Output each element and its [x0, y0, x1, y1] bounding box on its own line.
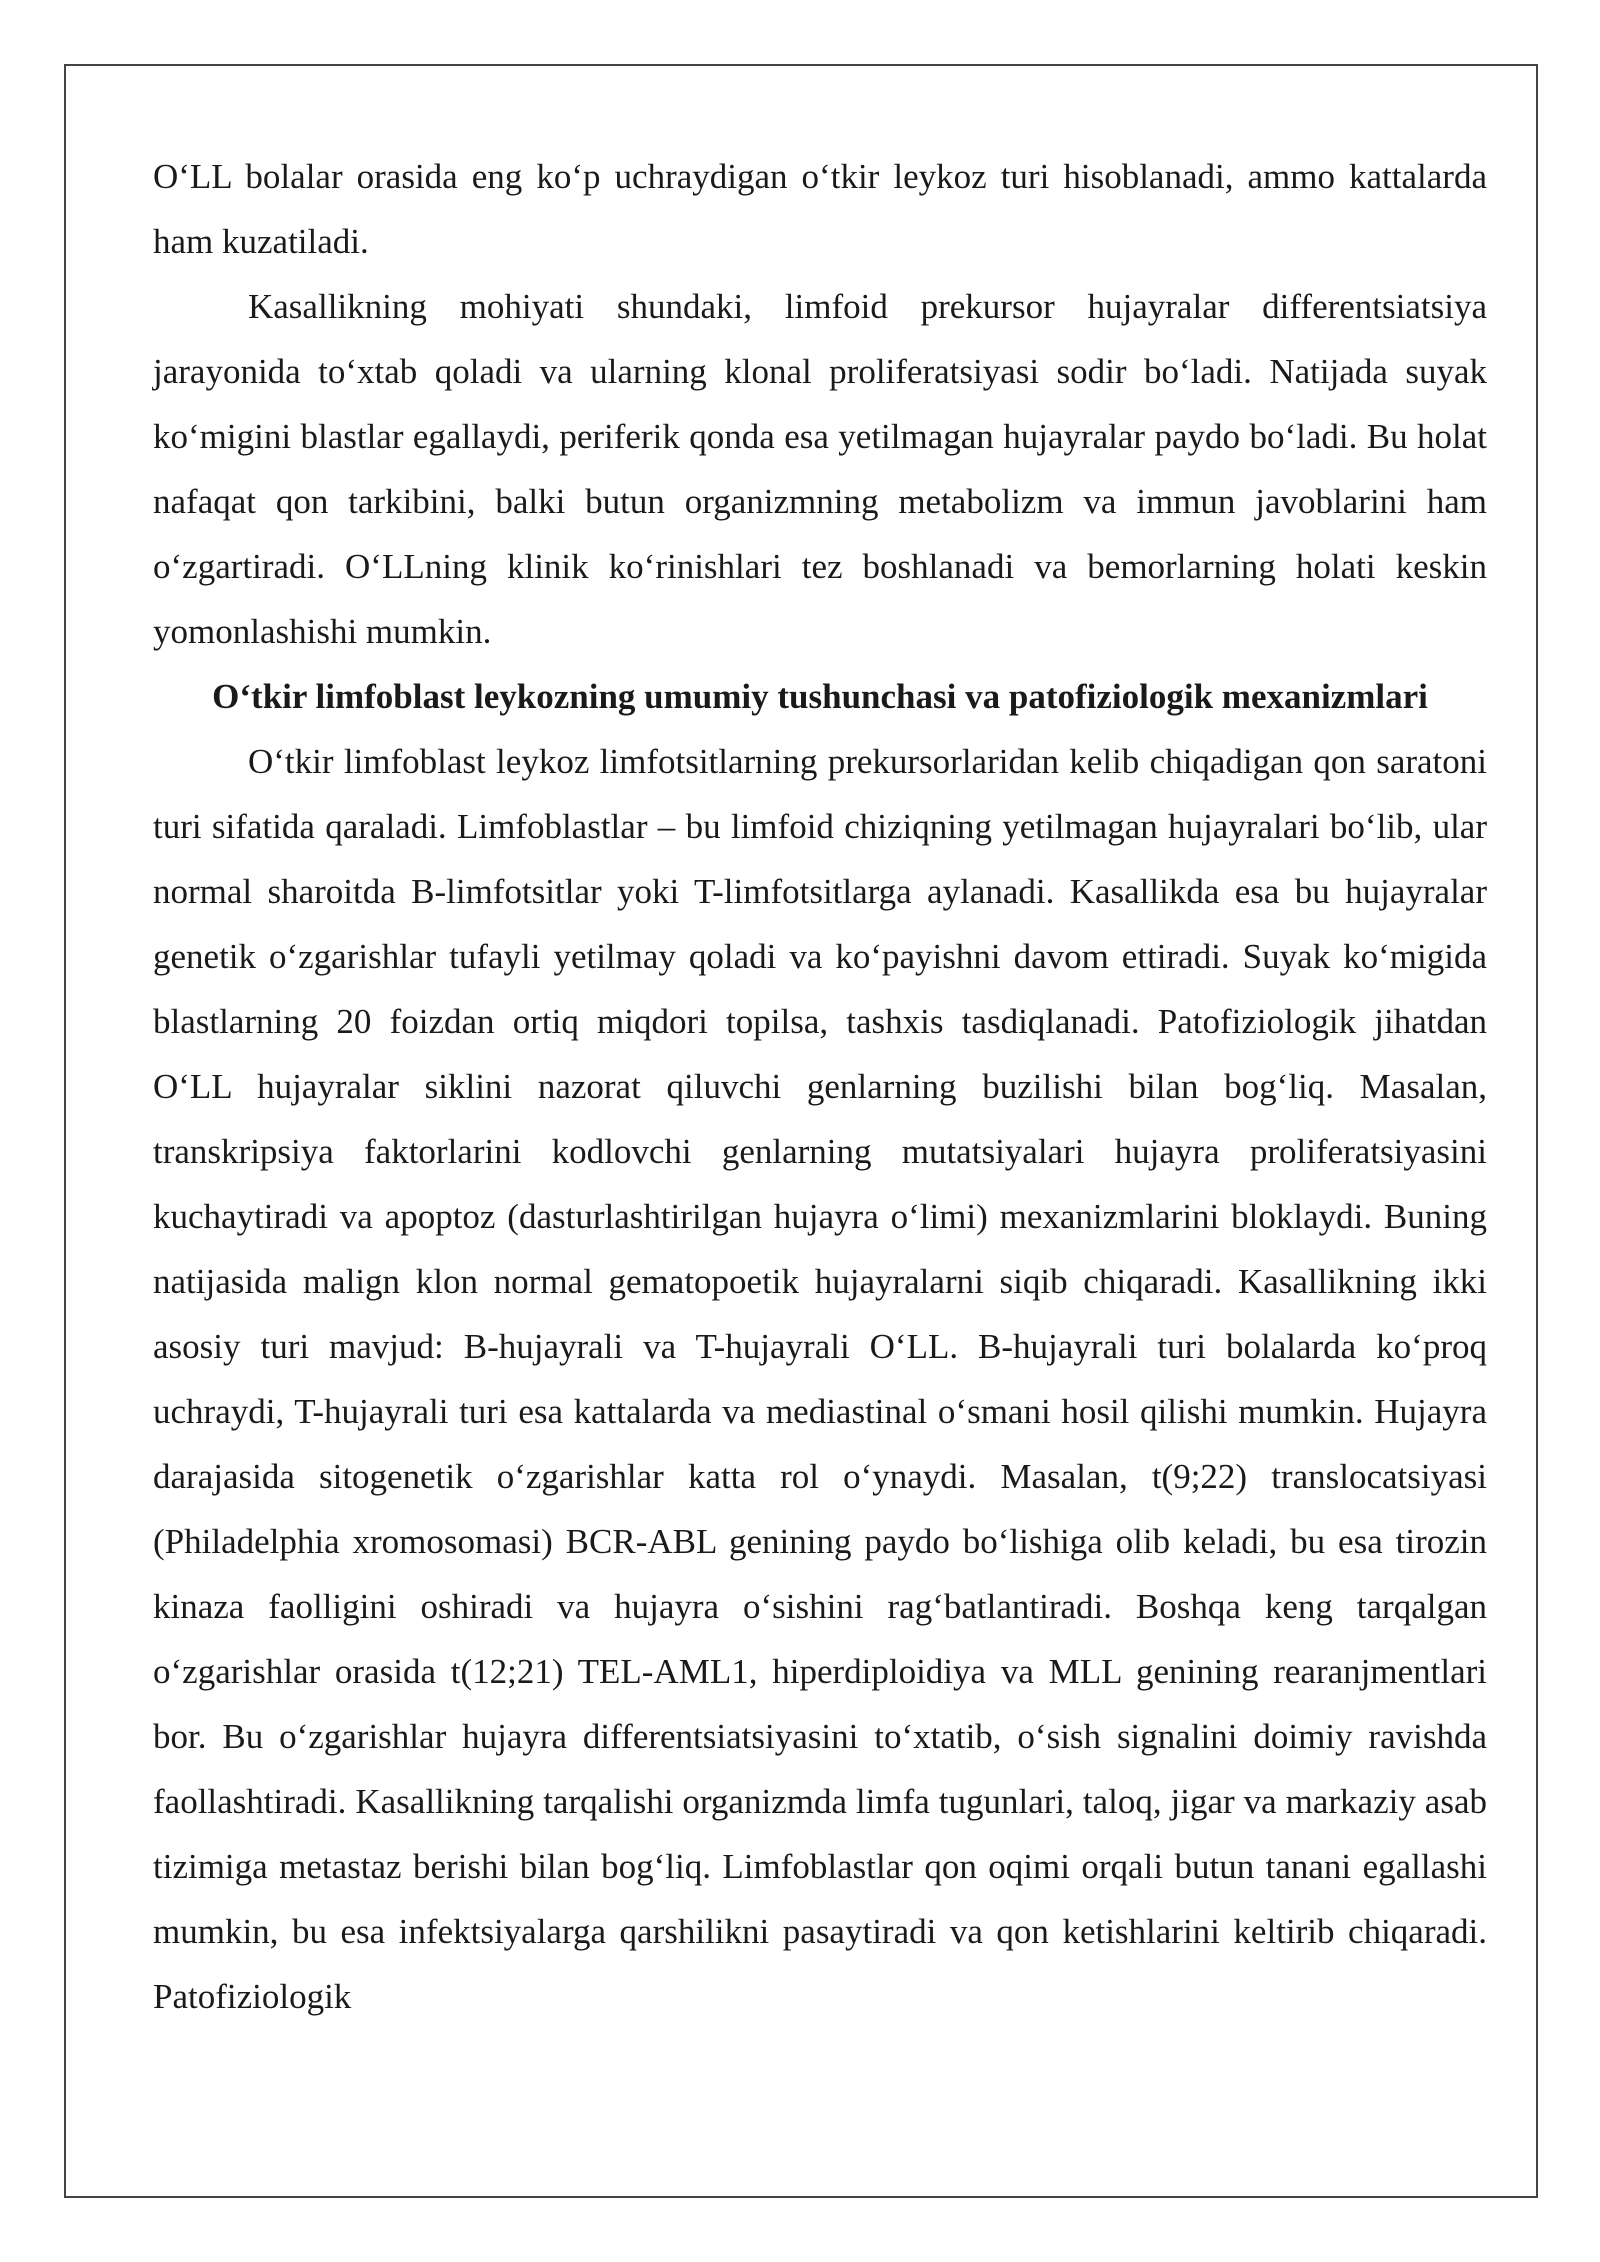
paragraph-intro-continuation: O‘LL bolalar orasida eng ko‘p uchraydigan o‘tkir leykoz turi hisoblanadi, ammo kattalarda ham kuzatiladi.: [153, 157, 1487, 261]
paragraph-disease-essence: Kasallikning mohiyati shundaki, limfoid prekursor hujayralar differentsiatsiya jarayonida to‘xtab qoladi va ularning klonal proliferatsiyasi sodir bo‘ladi. Natijada suyak ko‘migini blastlar egallaydi, periferik qonda esa yetilmagan hujayralar paydo bo‘ladi. Bu holat nafaqat qon tarkibini, balki butun organizmning metabolizm va immun javoblarini ham o‘zgartiradi. O‘LLning klinik ko‘rinishlari tez boshlanadi va bemorlarning holati keskin yomonlashishi mumkin.: [153, 287, 1487, 651]
document-body: [153, 144, 1487, 2029]
section-heading: O‘tkir limfoblast leykozning umumiy tushunchasi va patofiziologik mexanizmlari: [212, 677, 1428, 716]
paragraph-pathophysiology: O‘tkir limfoblast leykoz limfotsitlarning prekursorlaridan kelib chiqadigan qon saratoni turi sifatida qaraladi. Limfoblastlar – bu limfoid chiziqning yetilmagan hujayralari bo‘lib, ular normal sharoitda B-limfotsitlar yoki T-limfotsitlarga aylanadi. Kasallikda esa bu hujayralar genetik o‘zgarishlar tufayli yetilmay qoladi va ko‘payishni davom ettiradi. Suyak ko‘migida blastlarning 20 foizdan ortiq miqdori topilsa, tashxis tasdiqlanadi. Patofiziologik jihatdan O‘LL hujayralar siklini nazorat qiluvchi genlarning buzilishi bilan bog‘liq. Masalan, transkripsiya faktorlarini kodlovchi genlarning mutatsiyalari hujayra proliferatsiyasini kuchaytiradi va apoptoz (dasturlashtirilgan hujayra o‘limi) mexanizmlarini bloklaydi. Buning natijasida malign klon normal gematopoetik hujayralarni siqib chiqaradi. Kasallikning ikki asosiy turi mavjud: B-hujayrali va T-hujayrali O‘LL. B-hujayrali turi bolalarda ko‘proq uchraydi, T-hujayrali turi esa kattalarda va mediastinal o‘smani hosil qilishi mumkin. Hujayra darajasida sitogenetik o‘zgarishlar katta rol o‘ynaydi. Masalan, t(9;22) translocatsiyasi (Philadelphia xromosomasi) BCR-ABL genining paydo bo‘lishiga olib keladi, bu esa tirozin kinaza faolligini oshiradi va hujayra o‘sishini rag‘batlantiradi. Boshqa keng tarqalgan o‘zgarishlar orasida t(12;21) TEL-AML1, hiperdiploidiya va MLL genining rearanjmentlari bor. Bu o‘zgarishlar hujayra differentsiatsiyasini to‘xtatib, o‘sish signalini doimiy ravishda faollashtiradi. Kasallikning tarqalishi organizmda limfa tugunlari, taloq, jigar va markaziy asab tizimiga metastaz berishi bilan bog‘liq. Limfoblastlar qon oqimi orqali butun tanani egallashi mumkin, bu esa infektsiyalarga qarshilikni pasaytiradi va qon ketishlarini keltirib chiqaradi. Patofiziologik: [153, 742, 1487, 2016]
